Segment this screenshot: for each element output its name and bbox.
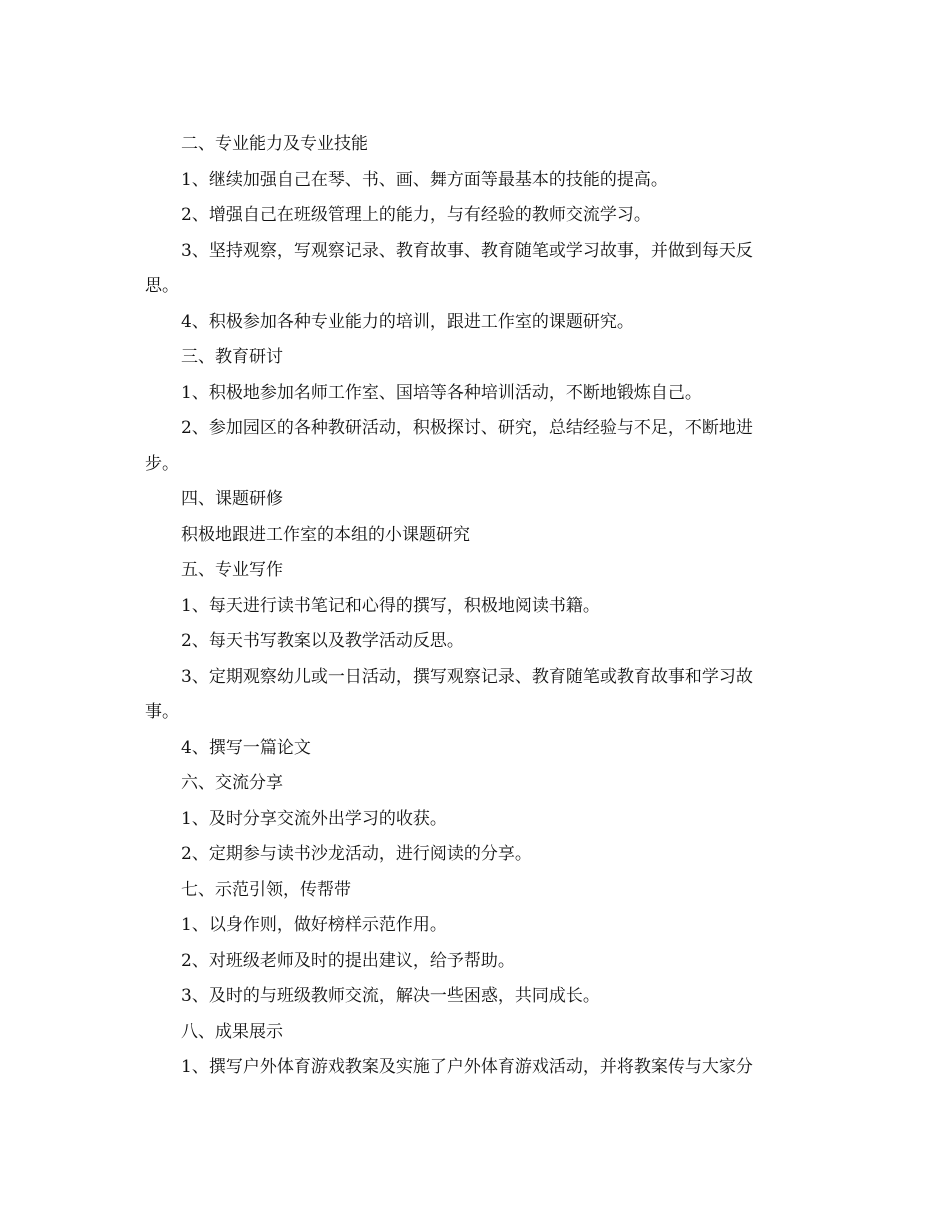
paragraph-line: 3、及时的与班级教师交流，解决一些困惑，共同成长。 bbox=[181, 986, 600, 1006]
section-heading-4: 四、课题研修 bbox=[181, 489, 283, 509]
paragraph-line: 2、每天书写教案以及教学活动反思。 bbox=[181, 631, 464, 651]
paragraph-line: 1、积极地参加名师工作室、国培等各种培训活动，不断地锻炼自己。 bbox=[181, 382, 702, 403]
section-heading-2: 二、专业能力及专业技能 bbox=[181, 134, 368, 154]
section-heading-8: 八、成果展示 bbox=[181, 1021, 283, 1042]
paragraph-line: 4、撰写一篇论文 bbox=[181, 737, 311, 758]
paragraph-line: 1、以身作则，做好榜样示范作用。 bbox=[181, 915, 447, 935]
section-heading-6: 六、交流分享 bbox=[181, 773, 283, 793]
paragraph-line: 2、对班级老师及时的提出建议，给予帮助。 bbox=[181, 950, 515, 971]
paragraph-continuation: 事。 bbox=[145, 702, 179, 722]
paragraph-line: 2、增强自己在班级管理上的能力，与有经验的教师交流学习。 bbox=[181, 205, 651, 225]
paragraph-line: 1、撰写户外体育游戏教案及实施了户外体育游戏活动，并将教案传与大家分 bbox=[181, 1057, 753, 1077]
paragraph-line: 3、坚持观察，写观察记录、教育故事、教育随笔或学习故事，并做到每天反 bbox=[181, 240, 753, 261]
paragraph-line: 1、及时分享交流外出学习的收获。 bbox=[181, 808, 447, 829]
paragraph-continuation: 思。 bbox=[145, 276, 179, 296]
paragraph-line: 2、参加园区的各种教研活动，积极探讨、研究，总结经验与不足，不断地进 bbox=[181, 418, 753, 438]
document-body bbox=[145, 127, 815, 1086]
paragraph-continuation: 步。 bbox=[145, 453, 179, 474]
paragraph-line: 4、积极参加各种专业能力的培训，跟进工作室的课题研究。 bbox=[181, 311, 634, 332]
paragraph-line: 1、每天进行读书笔记和心得的撰写，积极地阅读书籍。 bbox=[181, 595, 600, 616]
section-heading-7: 七、示范引领，传帮带 bbox=[181, 879, 351, 900]
section-heading-3: 三、教育研讨 bbox=[181, 347, 283, 367]
section-heading-5: 五、专业写作 bbox=[181, 560, 283, 580]
paragraph-line: 积极地跟进工作室的本组的小课题研究 bbox=[181, 524, 470, 545]
paragraph-line: 3、定期观察幼儿或一日活动，撰写观察记录、教育随笔或教育故事和学习故 bbox=[181, 666, 753, 687]
paragraph-line: 1、继续加强自己在琴、书、画、舞方面等最基本的技能的提高。 bbox=[181, 169, 668, 190]
paragraph-line: 2、定期参与读书沙龙活动，进行阅读的分享。 bbox=[181, 844, 532, 864]
